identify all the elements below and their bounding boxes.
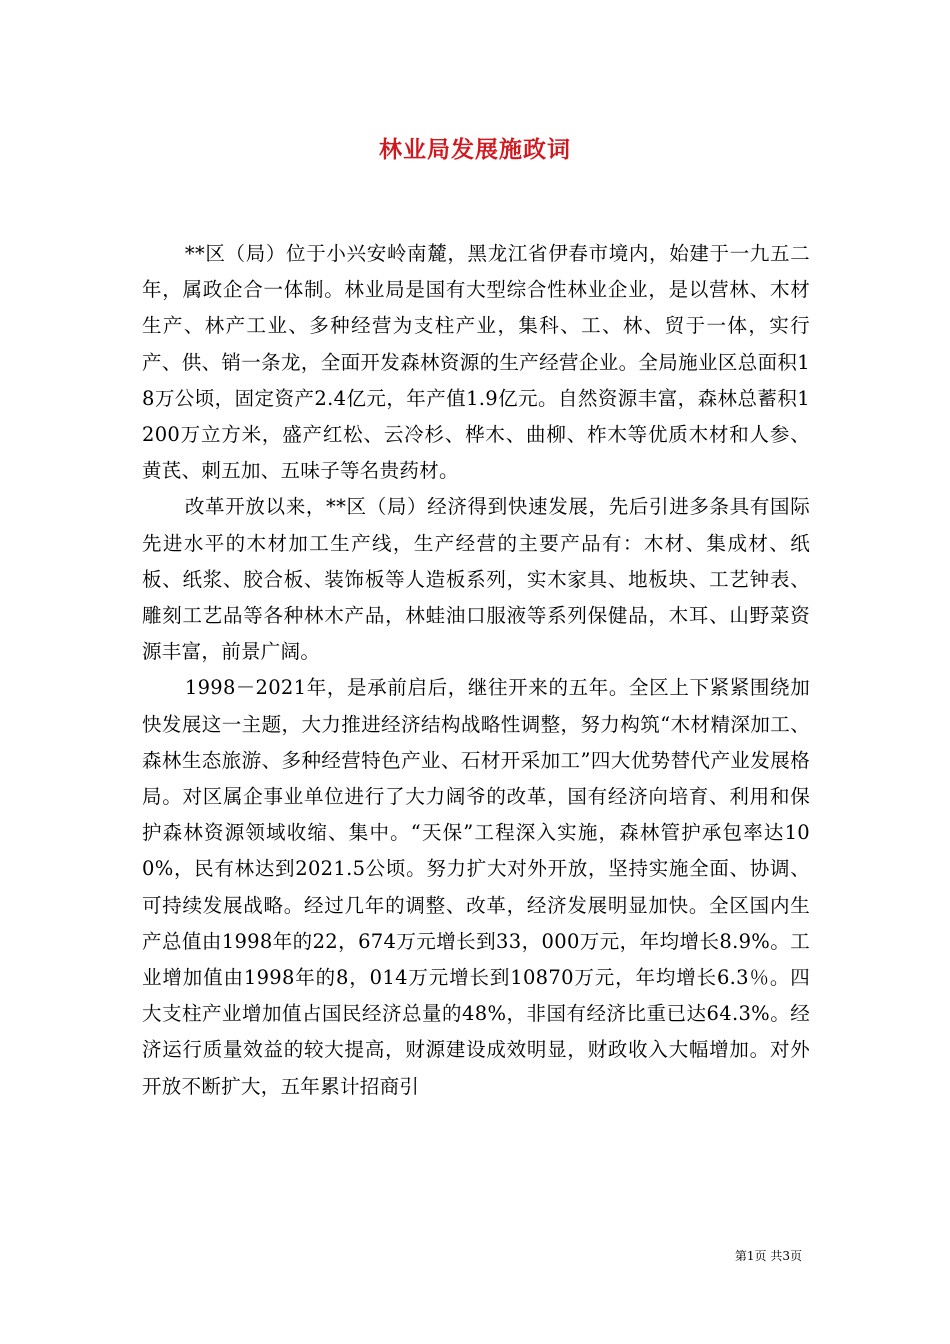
paragraph-3: 1998－2021年，是承前启后，继往开来的五年。全区上下紧紧围绕加快发展这一主题，大力推进经济结构战略性调整，努力构筑“木材精深加工、森林生态旅游、多种经营特色产业、石材开采加工”四大优势替代产业发展格局。对区属企事业单位进行了大力阔爷的改革，国有经济向培育、利用和保护森林资源领域收缩、集中。“天保”工程深入实施，森林管护承包率达100%，民有林达到2021.5公顷。努力扩大对外开放，坚持实施全面、协调、可持续发展战略。经过几年的调整、改革，经济发展明显加快。全区国内生产总值由1998年的22，674万元增长到33，000万元，年均增长8.9%。工业增加值由1998年的8，014万元增长到10870万元，年均增长6.3％。四大支柱产业增加值占国民经济总量的48%，非国有经济比重已达64.3%。经济运行质量效益的较大提高，财源建设成效明显，财政收入大幅增加。对外开放不断扩大，五年累计招商引 [142, 676, 810, 1098]
document-title: 林业局发展施政词 [379, 136, 571, 163]
page-number-footer: 第1页 共3页 [734, 1249, 802, 1263]
paragraph-1: **区（局）位于小兴安岭南麓，黑龙江省伊春市境内，始建于一九五二年，属政企合一体制。林业局是国有大型综合性林业企业，是以营林、木材生产、林产工业、多种经营为支柱产业，集科、工、林、贸于一体，实行产、供、销一条龙，全面开发森林资源的生产经营企业。全局施业区总面积18万公顷，固定资产2.4亿元，年产值1.9亿元。自然资源丰富，森林总蓄积1200万立方米，盛产红松、云冷杉、桦木、曲柳、柞木等优质木材和人参、黄芪、刺五加、五味子等名贵药材。 [142, 242, 810, 483]
paragraph-2: 改革开放以来，**区（局）经济得到快速发展，先后引进多条具有国际先进水平的木材加工生产线，生产经营的主要产品有：木材、集成材、纸板、纸浆、胶合板、装饰板等人造板系列，实木家具、地板块、工艺钟表、雕刻工艺品等各种林木产品，林蛙油口服液等系列保健品，木耳、山野菜资源丰富，前景广阔。 [142, 495, 810, 664]
document-body [142, 236, 810, 1105]
